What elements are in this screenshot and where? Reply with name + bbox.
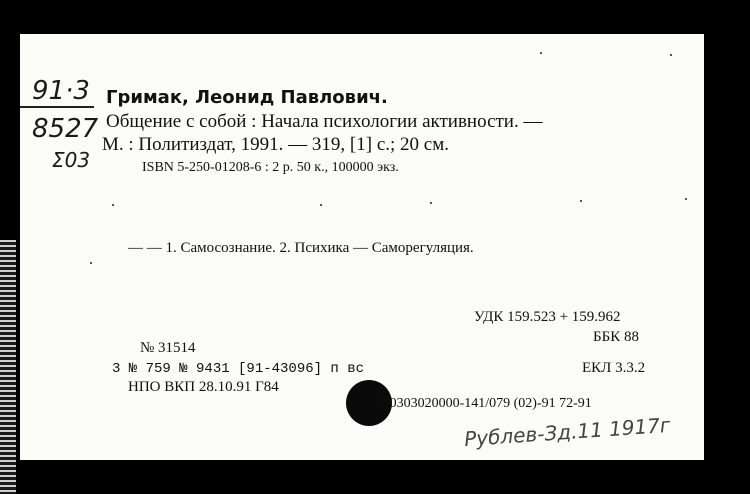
record-title-line-2: М. : Политиздат, 1991. — 319, [1] с.; 20 см. [102,134,449,155]
record-subjects: — — 1. Самосознание. 2. Психика — Саморегуляция. [128,240,474,256]
shelf-code-top: 91·3 [20,76,94,108]
catalog-card [20,34,704,460]
classification-ekl: ЕКЛ 3.3.2 [582,360,646,376]
footer-code: Г 0303020000-141/079 (02)-91 72-91 [378,396,592,411]
record-isbn: ISBN 5-250-01208-6 : 2 р. 50 к., 100000 экз. [142,160,399,175]
footer-handwritten-note: Рублев-Зд.11 1917г [463,412,672,452]
shelf-code-bottom: 8527 [32,114,99,144]
footer-line-1: 3 № 759 № 9431 [91-43096] п вс [112,361,365,377]
record-title-line-1: Общение с собой : Начала психологии активности. — [106,111,543,132]
classification-udk: УДК 159.523 + 159.962 [474,309,621,325]
footer-order-number: № 31514 [140,340,196,356]
record-author: Гримак, Леонид Павлович. [106,87,388,108]
classification-bbk: ББК 88 [593,329,639,345]
footer-line-2: НПО ВКП 28.10.91 Г84 [128,379,279,395]
scan-edge-artifact [0,240,16,494]
shelf-handwritten-mark: Σ03 [52,148,91,172]
